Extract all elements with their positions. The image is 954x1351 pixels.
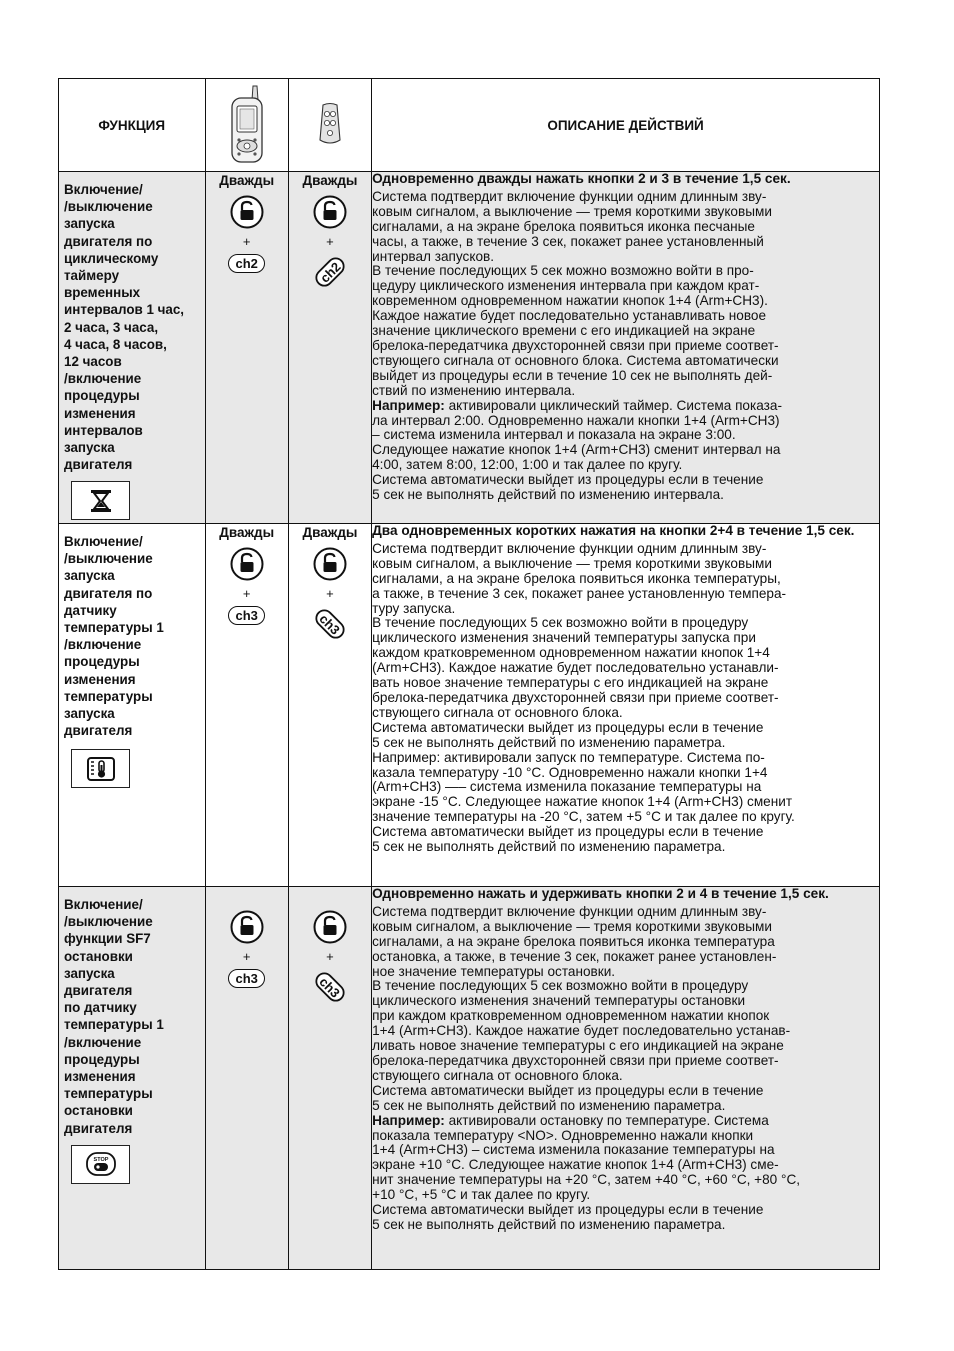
channel-button-label: ch2: [228, 254, 264, 273]
function-text: Включение/ /выключение запуска двигателя по датчику температуры 1 /включение процедуры изменения температуры запуска двигателя: [64, 534, 164, 739]
remote1-cell: [205, 172, 288, 524]
example-text: активировали остановку по температуре. Система показала температуру <NO>. Одновременно нажали кнопки 1+4 (Arm+CH3) – система изменила показание температуры на экране +10 °C. Следующее нажатие кнопок 1+4 (Arm+CH3) сме- нит значение температуры на +20 °C, затем +40 °C, +60 °C, +80 °C, +10 °C, +5 °C и так далее по кругу. Система автоматически выйдет из процедуры если в течение 5 сек не выполнять действий по изменению параметра.: [372, 1112, 801, 1232]
remote2-cell: [288, 524, 371, 887]
press-twice-label: Дважды: [302, 173, 358, 188]
table-row: [59, 172, 880, 524]
press-twice-label: Дважды: [302, 525, 358, 540]
function-table: [58, 78, 880, 1270]
function-cell: [59, 172, 206, 524]
stop-icon: [71, 1145, 130, 1184]
plus-sign: +: [326, 586, 334, 601]
function-text: Включение/ /выключение запуска двигателя по циклическому таймеру временных интервалов 1 час, 2 часа, 3 часа, 4 часа, 8 часов, 12 часов /включение процедуры изменения интервалов запуска двигателя: [64, 182, 185, 473]
channel-button-label: ch3: [228, 969, 264, 988]
description-text: Система подтвердит включение функции одним длинным зву- ковым сигналом, а выключение — тремя короткими звуковыми сигналами, а на экране брелока появиться иконка температуры, а также, в течение 3 сек, покажет ранее установленную темпера- туру запуска. В течение последующих 5 сек возможно войти в процедуру циклического изменения значений температуры запуска при каждом кратковременном одновременном нажатии кнопок 1+4 (Arm+CH3). Каждое нажатие будет последовательно устанавли- вать новое значение температуры с его индикацией на экране брелока-передатчика двухсторонней связи при приеме соответ- ствующего сигнала от основного блока. Система автоматически выйдет из процедуры если в течение 5 сек не выполнять действий по изменению параметра. Например: активировали запуск по температуре. Система по- казала температуру -10 °C. Одновременно нажали кнопки 1+4 (Arm+CH3) —– система изменила показание температуры на экране -15 °C. Следующее нажатие кнопок 1+4 (Arm+CH3) сменит значение температуры на -20 °C, затем +5 °C и так далее по кругу. Система автоматически выйдет из процедуры если в течение 5 сек не выполнять действий по изменению параметра.: [372, 540, 795, 855]
example-label: Например:: [372, 397, 445, 413]
hourglass-icon: [71, 481, 130, 520]
plus-sign: +: [242, 234, 251, 249]
example-text: активировали циклический таймер. Система показа- ла интервал 2:00. Одновременно нажали кнопки 1+4 (Arm+CH3) – система изменила интервал и показала на экране 3:00. Следующее нажатие кнопок 1+4 (Arm+CH3) сменит интервал на 4:00, затем 8:00, 12:00, 1:00 и так далее по кругу. Система автоматически выйдет из процедуры если в течение 5 сек не выполнять действий по изменению интервала.: [372, 397, 782, 503]
remote1-cell: [205, 524, 288, 887]
press-label: [206, 887, 288, 904]
press-twice-label: Дважды: [219, 525, 275, 540]
thermometer-icon: [71, 749, 130, 788]
lock-open-button-icon: [313, 195, 347, 229]
function-cell: [59, 887, 206, 1270]
description-heading: Одновременно дважды нажать кнопки 2 и 3 в течение 1,5 сек.: [372, 171, 791, 186]
channel-button-label: ch2: [317, 259, 344, 286]
description-text: Система подтвердит включение функции одним длинным зву- ковым сигналом, а выключение — тремя короткими звуковыми сигналами, а на экране брелока появиться иконка песчаные часы, а также, в течение 3 сек, покажет ранее установленный интервал запусков. В течение последующих 5 сек можно возможно войти в про- цедуру циклического изменения интервала при каждом крат- ковременном одновременном нажатии кнопок 1+4 (Arm+CH3). Каждое нажатие будет последовательно устанавливать новое значение циклического времени с его индикацией на экране брелока-передатчика двухсторонней связи при приеме соответ- ствующего сигнала от основного блока. Система автоматически выйдет из процедуры если в течение 10 сек не выполнять дей- ствий по изменению интервала.: [372, 188, 779, 398]
channel-button-rotated-icon: [310, 604, 350, 644]
description-cell: [372, 524, 880, 887]
lock-open-button-icon: [313, 547, 347, 581]
plus-sign: +: [326, 949, 334, 964]
press-twice-label: Дважды: [219, 173, 275, 188]
description-cell: [372, 887, 880, 1270]
example-label: Например:: [372, 1112, 445, 1128]
description-heading: Одновременно нажать и удерживать кнопки 2 и 4 в течение 1,5 сек.: [372, 886, 829, 901]
header-remote-lcd: [205, 79, 288, 172]
description-heading: Два одновременных коротких нажатия на кнопки 2+4 в течение 1,5 сек.: [372, 523, 855, 538]
header-remote-key: [288, 79, 371, 172]
lcd-remote-icon: [227, 84, 267, 164]
plus-sign: +: [242, 949, 251, 964]
channel-button-rotated-icon: [310, 252, 350, 292]
description-cell: [372, 172, 880, 524]
remote2-cell: [288, 172, 371, 524]
header-function: ФУНКЦИЯ: [59, 79, 206, 172]
channel-button-label: ch3: [316, 611, 343, 638]
function-text: Включение/ /выключение функции SF7 остановки запуска двигателя по датчику температуры 1 /включение процедуры изменения температуры остановки двигателя: [64, 897, 164, 1136]
table-row: [59, 524, 880, 887]
remote1-cell: [205, 887, 288, 1270]
channel-button-label: ch3: [316, 974, 343, 1001]
lock-open-button-icon: [313, 910, 347, 944]
table-header-row: [59, 79, 880, 172]
channel-button-label: ch3: [228, 606, 264, 625]
lock-open-button-icon: [230, 195, 264, 229]
channel-button-rotated-icon: [310, 967, 350, 1007]
header-description: ОПИСАНИЕ ДЕЙСТВИЙ: [372, 79, 880, 172]
table-row: [59, 887, 880, 1270]
stop-text: STOP: [93, 1157, 108, 1164]
lock-open-button-icon: [230, 910, 264, 944]
lock-open-button-icon: [230, 547, 264, 581]
press-label: [289, 887, 371, 904]
plus-sign: +: [242, 586, 251, 601]
function-cell: [59, 524, 206, 887]
remote2-cell: [288, 887, 371, 1270]
plus-sign: +: [326, 234, 334, 249]
description-text: Система подтвердит включение функции одним длинным зву- ковым сигналом, а выключение — тремя короткими звуковыми сигналами, а на экране брелока появиться иконка температура остановка, а также, в течение 3 сек, покажет ранее установлен- ное значение температуры остановки. В течение последующих 5 сек возможно войти в процедуру циклического изменения значений температуры остановки при каждом кратковременном одновременном нажатии кнопок 1+4 (Arm+CH3). Каждое нажатие будет последовательно устанав- ливать новое значение температуры с его индикацией на экране брелока-передатчика двухсторонней связи при приеме соответ- ствующего сигнала от основного блока. Система автоматически выйдет из процедуры если в течение 5 сек не выполнять действий по изменению параметра.: [372, 903, 791, 1113]
key-remote-icon: [316, 102, 344, 146]
